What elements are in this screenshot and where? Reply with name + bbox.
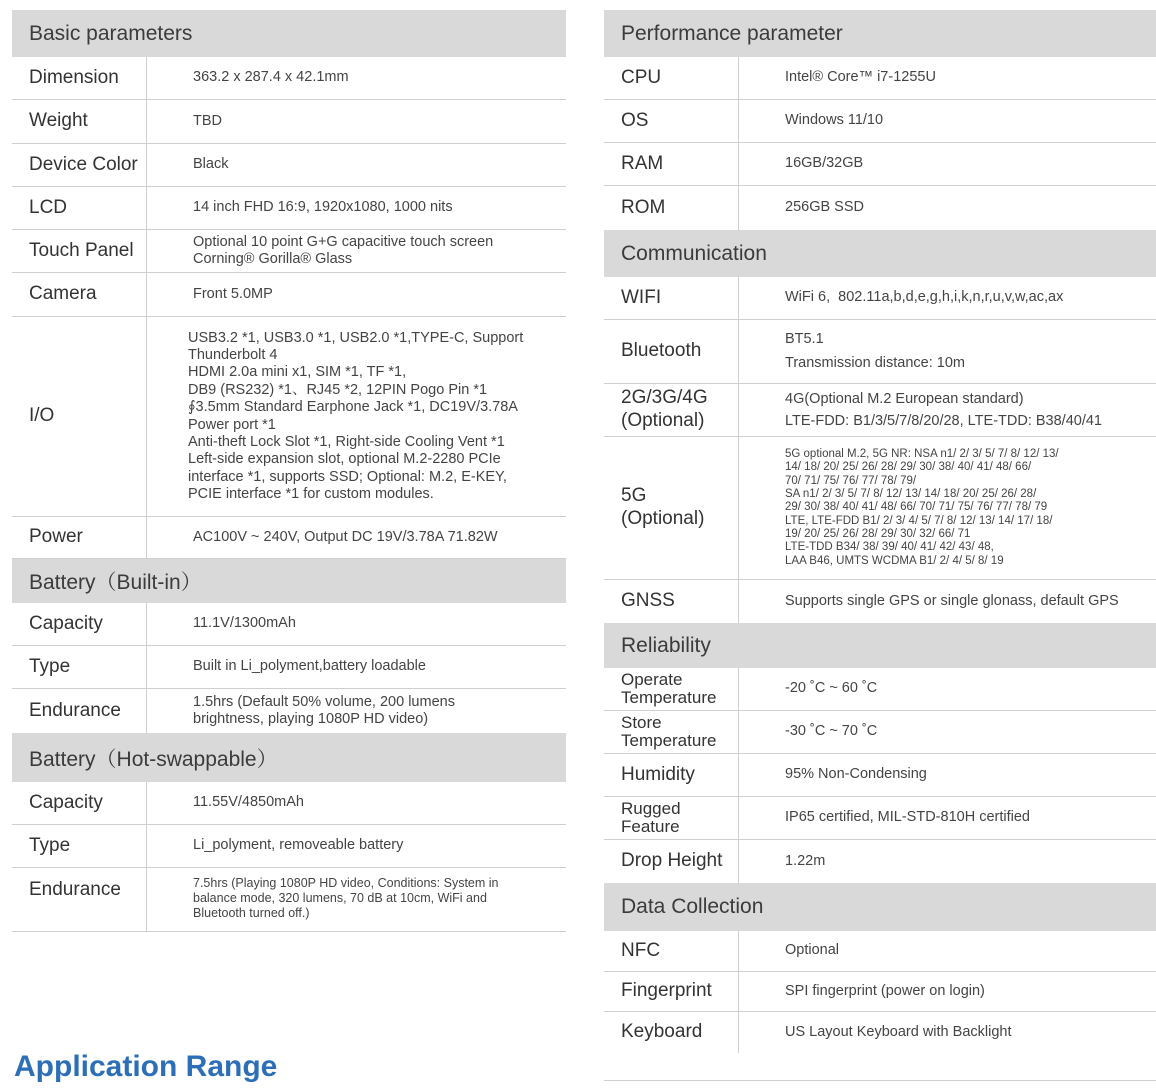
spec-key: WIFI [604, 277, 739, 319]
spec-key: Fingerprint [604, 972, 739, 1011]
spec-value: 11.55V/4850mAh [193, 794, 304, 811]
spec-row-store-temperature [604, 711, 1156, 754]
section-communication: Communication [604, 230, 1156, 277]
spec-value: WiFi 6, 802.11a,b,d,e,g,h,i,k,n,r,u,v,w,ac,ax [785, 289, 1064, 306]
spec-value: IP65 certified, MIL-STD-810H certified [785, 809, 1030, 826]
section-battery-hot-swappable: Battery（Hot-swappable） [12, 733, 566, 782]
spec-row-power [12, 517, 566, 559]
spec-row-humidity [604, 754, 1156, 797]
spec-key: LCD [12, 187, 147, 229]
spec-key: Humidity [604, 754, 739, 796]
spec-value: 16GB/32GB [785, 155, 864, 172]
spec-value: 11.1V/1300mAh [193, 615, 296, 632]
spec-row-nfc [604, 931, 1156, 972]
right-spec-column [604, 10, 1156, 1053]
spec-row-camera [12, 273, 566, 317]
spec-value: 4G(Optional M.2 European standard) LTE-FDD: B1/3/5/7/8/20/28, LTE-TDD: B38/40/41 [785, 390, 1102, 429]
spec-key: Type [12, 646, 147, 688]
spec-key: ROM [604, 186, 739, 230]
spec-row-keyboard [604, 1012, 1156, 1053]
spec-value: Built in Li_polyment,battery loadable [193, 658, 426, 675]
spec-value: Front 5.0MP [193, 285, 273, 302]
spec-value: Li_polyment, removeable battery [193, 837, 404, 854]
spec-key: RAM [604, 143, 739, 185]
spec-value: 5G optional M.2, 5G NR: NSA n1/ 2/ 3/ 5/ 7/ 8/ 12/ 13/ 14/ 18/ 20/ 25/ 26/ 28/ 29/ 30/ 38/ 40/ 41/ 48/ 66/ 70/ 71/ 75/ 76/ 77/ 78/ 79/ SA n1/ 2/ 3/ 5/ 7/ 8/ 12/ 13/ 14/ 18/ 20/ 25/ 26/ 28/ 29/ 30/ 38/ 40/ 41/ 48/ 66/ 70/ 71/ 75/ 76/ 77/ 78/ 79 LTE, LTE-FDD B1/ 2/ 3/ 4/ 5/ 7/ 8/ 12/ 13/ 14/ 17/ 18/ 19/ 20/ 25/ 26/ 28/ 29/ 30/ 32/ 66/ 71 LTE-TDD B34/ 38/ 39/ 40/ 41/ 42/ 43/ 48, LAA B46, UMTS WCDMA B1/ 2/ 4/ 5/ 8/ 19 [785, 448, 1059, 567]
section-data-collection: Data Collection [604, 883, 1156, 931]
spec-key: Capacity [12, 603, 147, 645]
spec-value: 95% Non-Condensing [785, 766, 927, 783]
spec-key: Operate Temperature [604, 668, 739, 710]
spec-key: Endurance [12, 689, 147, 733]
spec-key: Dimension [12, 57, 147, 99]
spec-value: US Layout Keyboard with Backlight [785, 1023, 1012, 1040]
spec-key: Camera [12, 273, 147, 316]
spec-key: I/O [12, 317, 147, 516]
spec-row-capacity [12, 603, 566, 646]
spec-row-type [12, 825, 566, 868]
divider [604, 1080, 1156, 1081]
spec-row-cellular [604, 384, 1156, 437]
spec-value: 1.22m [785, 852, 826, 869]
spec-row-cpu [604, 57, 1156, 100]
spec-row-5g [604, 437, 1156, 580]
spec-row-weight [12, 100, 566, 144]
spec-row-endurance [12, 689, 566, 733]
spec-row-ram [604, 143, 1156, 186]
section-reliability: Reliability [604, 623, 1156, 668]
spec-key: Touch Panel [12, 230, 147, 272]
spec-key: Type [12, 825, 147, 867]
section-battery-builtin: Battery（Built-in） [12, 559, 566, 603]
section-performance-parameter: Performance parameter [604, 10, 1156, 57]
spec-key: OS [604, 100, 739, 142]
spec-row-endurance [12, 868, 566, 932]
spec-key: Rugged Feature [604, 797, 739, 839]
spec-value: 7.5hrs (Playing 1080P HD video, Conditions: System in balance mode, 320 lumens, 70 dB at 10cm, WiFi and Bluetooth turned off.) [193, 876, 499, 920]
spec-row-capacity [12, 782, 566, 825]
spec-row-drop-height [604, 840, 1156, 883]
spec-value: Optional [785, 942, 840, 959]
spec-row-rugged-feature [604, 797, 1156, 840]
spec-key: Store Temperature [604, 711, 739, 753]
spec-value: Supports single GPS or single glonass, default GPS [785, 592, 1119, 609]
spec-value: 256GB SSD [785, 199, 864, 216]
section-basic-parameters: Basic parameters [12, 10, 566, 57]
spec-value: Optional 10 point G+G capacitive touch screen Corning® Gorilla® Glass [193, 234, 494, 267]
spec-value: 1.5hrs (Default 50% volume, 200 lumens brightness, playing 1080P HD video) [193, 694, 455, 727]
spec-value: BT5.1 Transmission distance: 10m [785, 331, 965, 371]
spec-row-lcd [12, 187, 566, 230]
spec-key: 5G (Optional) [604, 437, 739, 579]
spec-key: Device Color [12, 144, 147, 186]
spec-value: 14 inch FHD 16:9, 1920x1080, 1000 nits [193, 199, 453, 216]
spec-value: Intel® Core™ i7-1255U [785, 69, 936, 86]
spec-row-operate-temperature [604, 668, 1156, 711]
spec-value: Windows 11/10 [785, 112, 884, 129]
spec-value: USB3.2 *1, USB3.0 *1, USB2.0 *1,TYPE-C, Support Thunderbolt 4 HDMI 2.0a mini x1, SIM *1, TF *1, DB9 (RS232) *1、RJ45 *2, 12PIN Pogo Pin *1 ∮3.5mm Standard Earphone Jack *1, DC19V/3.78A Power port *1 Anti-theft Lock Slot *1, Right-side Cooling Vent *1 Left-side expansion slot, optional M.2-2280 PCIe interface *1, supports SSD; Optional: M.2, E-KEY, PCIE interface *1 for custom modules. [188, 329, 524, 503]
spec-value: -30 ˚C ~ 70 ˚C [785, 723, 878, 740]
spec-key: Endurance [12, 868, 147, 931]
spec-value: SPI fingerprint (power on login) [785, 982, 985, 999]
spec-row-dimension [12, 57, 566, 100]
spec-value: -20 ˚C ~ 60 ˚C [785, 680, 878, 697]
spec-row-type [12, 646, 566, 689]
spec-value: AC100V ~ 240V, Output DC 19V/3.78A 71.82W [193, 528, 498, 545]
spec-value: TBD [193, 112, 222, 129]
spec-row-gnss [604, 580, 1156, 623]
spec-key: Keyboard [604, 1012, 739, 1053]
spec-key: 2G/3G/4G (Optional) [604, 384, 739, 436]
spec-row-io [12, 317, 566, 517]
spec-value: 363.2 x 287.4 x 42.1mm [193, 69, 349, 86]
spec-key: CPU [604, 57, 739, 99]
spec-row-os [604, 100, 1156, 143]
application-range-heading: Application Range [14, 1050, 278, 1083]
spec-row-fingerprint [604, 972, 1156, 1012]
spec-key: NFC [604, 931, 739, 971]
spec-key: Capacity [12, 782, 147, 824]
spec-row-rom [604, 186, 1156, 230]
spec-row-device-color [12, 144, 566, 187]
spec-row-bluetooth [604, 320, 1156, 384]
spec-key: Power [12, 517, 147, 558]
spec-row-touch-panel [12, 230, 566, 273]
spec-key: Weight [12, 100, 147, 143]
spec-value: Black [193, 156, 229, 173]
left-spec-column [12, 10, 566, 932]
spec-key: GNSS [604, 580, 739, 623]
spec-key: Bluetooth [604, 320, 739, 383]
spec-row-wifi [604, 277, 1156, 320]
spec-key: Drop Height [604, 840, 739, 883]
